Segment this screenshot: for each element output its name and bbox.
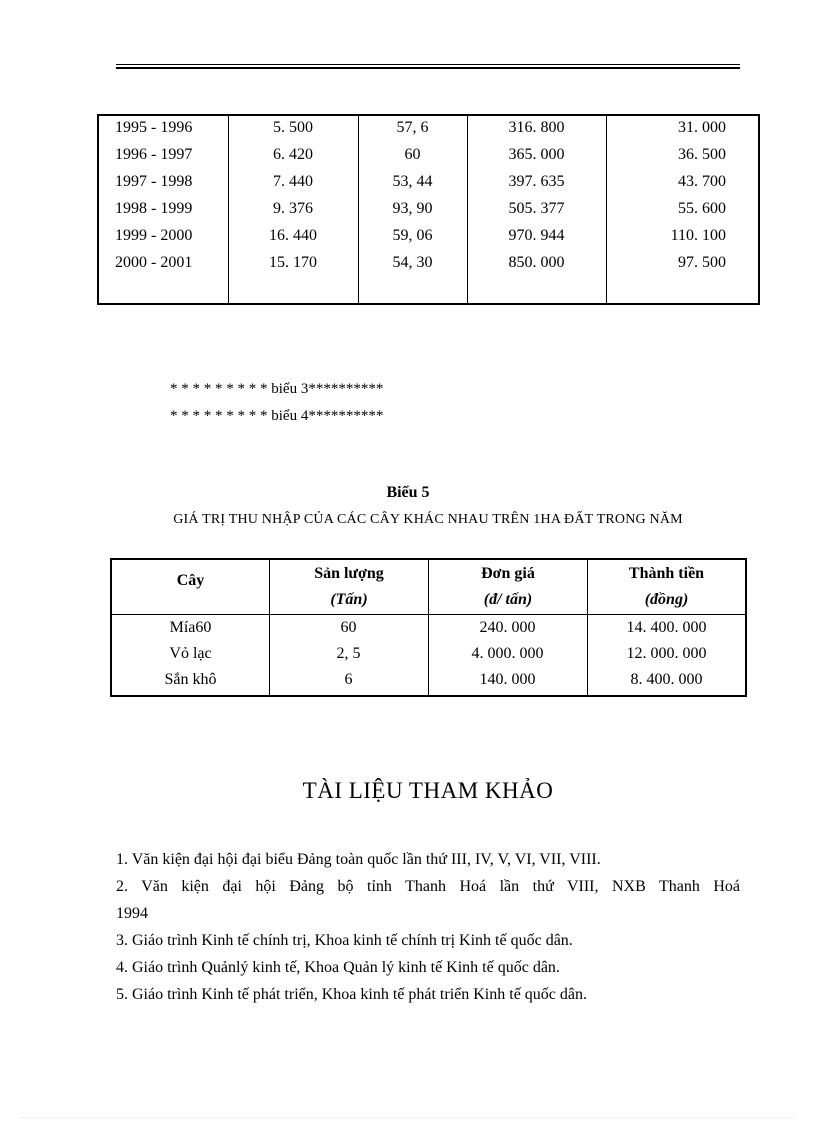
- table-cell: 316. 800: [508, 119, 565, 136]
- bieu5-title: Biểu 5: [386, 484, 430, 501]
- table-cell: 43. 700: [678, 173, 726, 190]
- table-cell: 505. 377: [508, 200, 565, 217]
- header-san-luong-unit: (Tấn): [330, 591, 368, 608]
- header-thanh-tien-unit: (đồng): [644, 591, 689, 608]
- table-cell: 1995 - 1996: [115, 119, 193, 136]
- header-don-gia: Đơn giá: [481, 565, 535, 582]
- note-bieu-4: * * * * * * * * * biểu 4**********: [170, 408, 384, 424]
- table-cell: Sắn khô: [164, 671, 217, 688]
- references-title: TÀI LIỆU THAM KHẢO: [302, 778, 554, 803]
- table-cell: 1998 - 1999: [115, 200, 193, 217]
- reference-item: 4. Giáo trình Quảnlý kinh tế, Khoa Quản lý kinh tế Kinh tế quốc dân.: [116, 959, 560, 976]
- header-don-gia-unit: (đ/ tấn): [483, 591, 533, 608]
- table-cell: 15. 170: [269, 254, 317, 271]
- references-list: [116, 846, 740, 1008]
- table-cell: 5. 500: [273, 119, 313, 136]
- table-cell: 397. 635: [508, 173, 565, 190]
- table-cell: 240. 000: [479, 619, 536, 636]
- table-cell: 60: [340, 619, 357, 636]
- table-cell: 110. 100: [670, 227, 726, 244]
- table-cell: 36. 500: [678, 146, 726, 163]
- table-cell: 60: [404, 146, 421, 163]
- header-cay: Cây: [176, 572, 205, 589]
- table-cell: 365. 000: [508, 146, 565, 163]
- table-cell: 970. 944: [508, 227, 565, 244]
- header-thanh-tien: Thành tiền: [628, 565, 705, 582]
- table-cell: 93, 90: [392, 200, 433, 217]
- table-cell: Vỏ lạc: [169, 645, 212, 662]
- income-table: [110, 558, 747, 697]
- table-cell: 2000 - 2001: [115, 254, 193, 271]
- table-cell: 6. 420: [273, 146, 313, 163]
- header-rule: [116, 64, 740, 69]
- table-cell: 1999 - 2000: [115, 227, 193, 244]
- table-cell: 97. 500: [678, 254, 726, 271]
- reference-item-continuation: 1994: [116, 905, 148, 922]
- table-cell: 9. 376: [273, 200, 313, 217]
- table-cell: 53, 44: [392, 173, 433, 190]
- table-cell: 55. 600: [678, 200, 726, 217]
- table-cell: 2, 5: [336, 645, 361, 662]
- table-cell: 1997 - 1998: [115, 173, 193, 190]
- note-bieu-3: * * * * * * * * * biểu 3**********: [170, 381, 384, 397]
- header-san-luong: Sản lượng: [314, 565, 384, 582]
- table-cell: Mía60: [169, 619, 212, 636]
- table-cell: 1996 - 1997: [115, 146, 193, 163]
- footer-rule: [20, 1117, 796, 1118]
- table-cell: 31. 000: [678, 119, 726, 136]
- reference-item: 3. Giáo trình Kinh tế chính trị, Khoa kinh tế chính trị Kinh tế quốc dân.: [116, 932, 573, 949]
- reference-item: 5. Giáo trình Kinh tế phát triển, Khoa kinh tế phát triển Kinh tế quốc dân.: [116, 986, 587, 1003]
- table-cell: 59, 06: [392, 227, 433, 244]
- table-cell: 850. 000: [508, 254, 565, 271]
- reference-item: 1. Văn kiện đại hội đại biểu Đảng toàn quốc lần thứ III, IV, V, VI, VII, VIII.: [116, 851, 601, 868]
- table-cell: 7. 440: [273, 173, 313, 190]
- table-cell: 12. 000. 000: [626, 645, 707, 662]
- table-cell: 14. 400. 000: [626, 619, 707, 636]
- table-cell: 4. 000. 000: [471, 645, 544, 662]
- table-cell: 57, 6: [396, 119, 429, 136]
- reference-item: 2. Văn kiện đại hội Đảng bộ tỉnh Thanh Hoá lần thứ VIII, NXB Thanh Hoá: [116, 878, 740, 895]
- table-cell: 8. 400. 000: [630, 671, 703, 688]
- table-cell: 6: [344, 671, 353, 688]
- bieu5-subtitle: GIÁ TRỊ THU NHẬP CỦA CÁC CÂY KHÁC NHAU TRÊN 1HA ĐẤT TRONG NĂM: [173, 512, 683, 527]
- table-cell: 16. 440: [269, 227, 317, 244]
- table-cell: 140. 000: [479, 671, 536, 688]
- table-cell: 54, 30: [392, 254, 433, 271]
- yearly-data-table: [97, 114, 760, 305]
